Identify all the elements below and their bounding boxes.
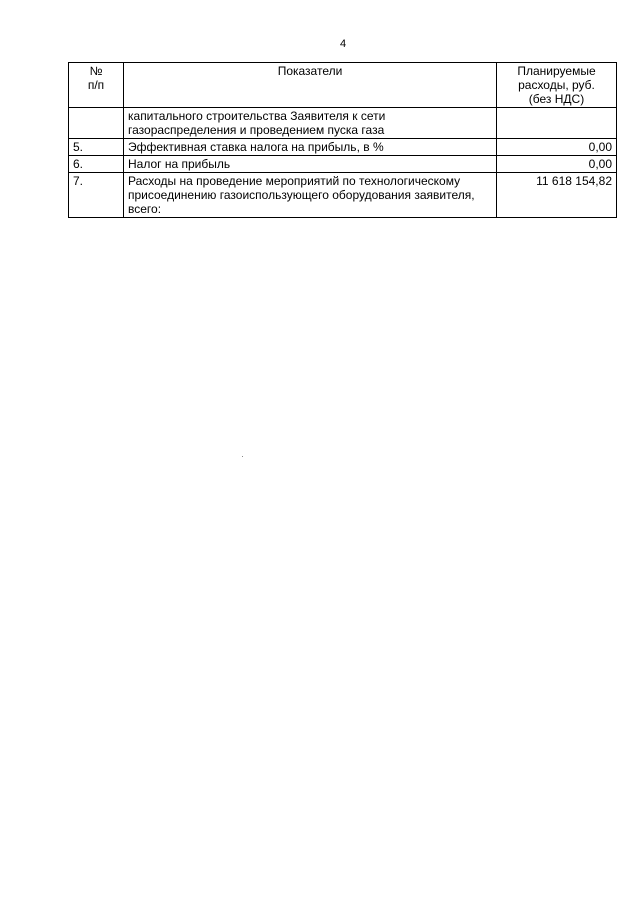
row-value: 11 618 154,82 bbox=[497, 173, 617, 218]
row-indicator: Расходы на проведение мероприятий по технологическому присоединению газоиспользующего оборудования заявителя, всего: bbox=[124, 173, 497, 218]
header-indicators bbox=[124, 63, 497, 108]
table-row bbox=[69, 139, 617, 156]
row-number: 6. bbox=[69, 156, 124, 173]
header-planned-costs bbox=[497, 63, 617, 108]
row-number: 5. bbox=[69, 139, 124, 156]
page-number: 4 bbox=[339, 38, 347, 50]
row-indicator: Налог на прибыль bbox=[124, 156, 497, 173]
header-number bbox=[69, 63, 124, 108]
row-number bbox=[69, 108, 124, 139]
header-planned-costs-label: Планируемые расходы, руб. (без НДС) bbox=[517, 64, 596, 106]
planned-costs-table bbox=[68, 62, 617, 218]
row-indicator: капитального строительства Заявителя к сети газораспределения и проведением пуска газа bbox=[124, 108, 497, 139]
scan-speck bbox=[242, 456, 243, 457]
row-value: 0,00 bbox=[497, 139, 617, 156]
row-value bbox=[497, 108, 617, 139]
table-header-row bbox=[69, 63, 617, 108]
table-row bbox=[69, 108, 617, 139]
row-number: 7. bbox=[69, 173, 124, 218]
row-value: 0,00 bbox=[497, 156, 617, 173]
table-row bbox=[69, 156, 617, 173]
row-indicator: Эффективная ставка налога на прибыль, в % bbox=[124, 139, 497, 156]
header-indicators-label: Показатели bbox=[277, 64, 343, 78]
header-number-label: № п/п bbox=[87, 64, 105, 92]
table-row bbox=[69, 173, 617, 218]
